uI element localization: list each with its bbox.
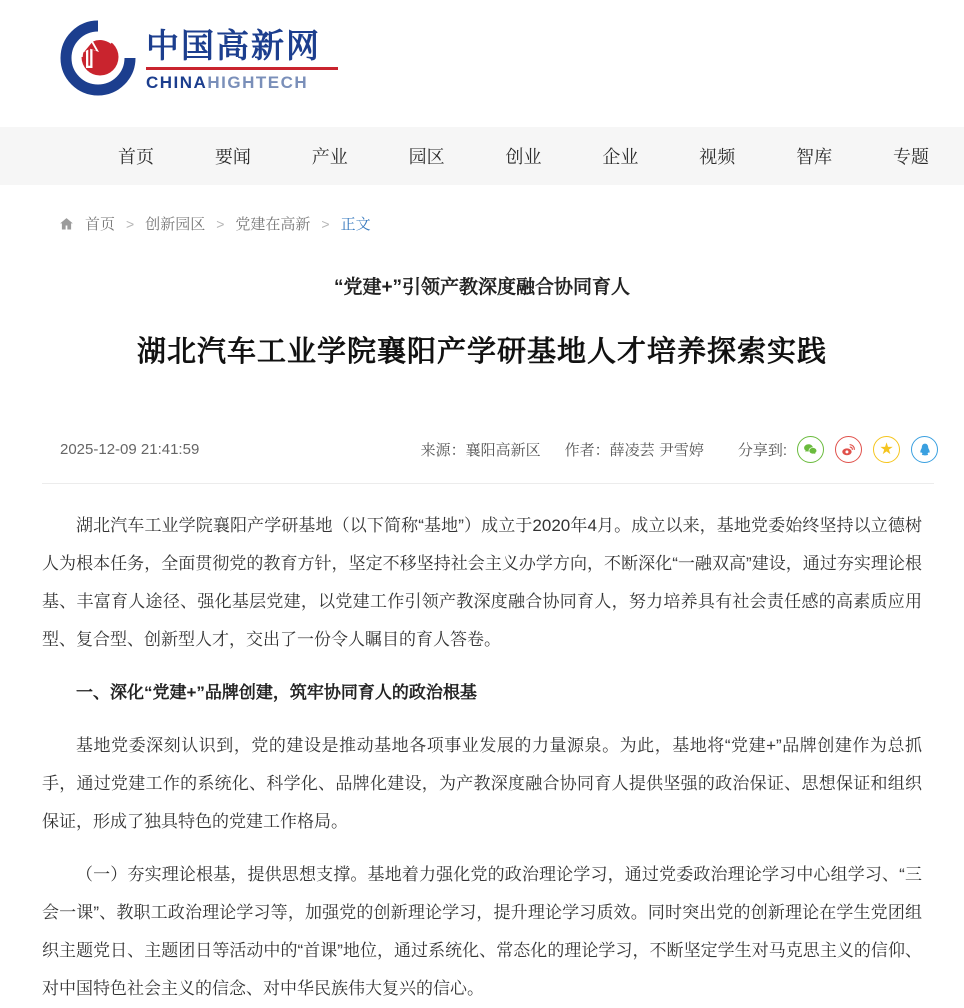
- article: [0, 272, 964, 1008]
- star-icon: ★: [879, 440, 894, 458]
- breadcrumb-innovation-parks[interactable]: 创新园区: [145, 216, 206, 233]
- breadcrumb-current: 正文: [340, 216, 371, 233]
- nav-item-headlines[interactable]: 要闻: [214, 147, 251, 167]
- page-title: 湖北汽车工业学院襄阳产学研基地人才培养探索实践: [136, 336, 827, 368]
- article-paragraph: 湖北汽车工业学院襄阳产学研基地（以下简称“基地”）成立于2020年4月。成立以来，基地党委始终坚持以立德树人为根本任务，全面贯彻党的教育方针，坚定不移坚持社会主义办学方向，不断深化“一融双高”建设，通过夯实理论根基、丰富育人途径、强化基层党建，以党建工作引领产教深度融合协同育人，努力培养具有社会责任感的高素质应用型、复合型、创新型人才，交出了一份令人瞩目的育人答卷。: [42, 516, 922, 649]
- site-logo[interactable]: [0, 0, 321, 101]
- home-icon[interactable]: [58, 216, 75, 232]
- breadcrumb: [58, 213, 964, 234]
- logo-text: [146, 20, 338, 91]
- logo-underline: [146, 67, 338, 70]
- qq-share-icon[interactable]: [911, 436, 938, 463]
- section-heading: 一、深化“党建+”品牌创建，筑牢协同育人的政治根基: [76, 683, 477, 702]
- nav-item-home[interactable]: 首页: [118, 147, 154, 167]
- author-value: 薛凌芸 尹雪婷: [609, 442, 704, 459]
- source-value: 襄阳高新区: [465, 442, 541, 459]
- breadcrumb-separator: >: [321, 215, 330, 232]
- article-subtitle: “党建+”引领产教深度融合协同育人: [333, 277, 631, 298]
- logo-en-bold: CHINA: [146, 73, 208, 92]
- author: [565, 439, 704, 460]
- main-nav: [0, 127, 964, 185]
- author-label: 作者：: [564, 442, 610, 459]
- nav-item-parks[interactable]: 园区: [408, 147, 445, 167]
- publish-date: 2025-12-09 21:41:59: [60, 441, 200, 458]
- nav-item-special-topics[interactable]: 专题: [893, 147, 929, 167]
- article-meta-row: [60, 436, 938, 463]
- breadcrumb-separator: >: [216, 215, 225, 232]
- logo-en-title: [146, 74, 338, 91]
- weibo-share-icon[interactable]: [835, 436, 862, 463]
- qzone-share-icon[interactable]: [873, 436, 900, 463]
- nav-item-video[interactable]: 视频: [699, 147, 736, 167]
- nav-inner: [0, 143, 964, 169]
- article-paragraph: （一）夯实理论根基，提供思想支撑。基地着力强化党的政治理论学习，通过党委政治理论学习中心组学习、“三会一课”、教职工政治理论学习等，加强党的创新理论学习，提升理论学习质效。同时突出党的创新理论在学生党团组织主题党日、主题团日等活动中的“首课”地位，通过系统化、常态化的理论学习，不断坚定学生对马克思主义的信仰、对中国特色社会主义的信念、对中华民族伟大复兴的信心。: [42, 865, 922, 998]
- source-label: 来源：: [420, 442, 466, 459]
- breadcrumb-separator: >: [126, 215, 135, 232]
- logo-cn-title: 中国高新网: [146, 27, 321, 64]
- nav-item-startup[interactable]: 创业: [505, 147, 542, 167]
- source: [421, 439, 541, 460]
- nav-item-thinktank[interactable]: 智库: [796, 147, 833, 167]
- site-header: [0, 0, 964, 127]
- logo-mark-icon: [60, 20, 136, 101]
- article-meta-right: [421, 436, 938, 463]
- article-body: [0, 484, 964, 1008]
- article-paragraph: 基地党委深刻认识到，党的建设是推动基地各项事业发展的力量源泉。为此，基地将“党建+”品牌创建作为总抓手，通过党建工作的系统化、科学化、品牌化建设，为产教深度融合协同育人提供坚强的政治保证、思想保证和组织保证，形成了独具特色的党建工作格局。: [42, 736, 922, 831]
- share-label: 分享到:: [737, 442, 787, 459]
- share-icons: [797, 436, 938, 463]
- nav-item-industry[interactable]: 产业: [311, 147, 348, 167]
- nav-item-enterprise[interactable]: 企业: [602, 147, 639, 167]
- breadcrumb-party-building[interactable]: 党建在高新: [235, 216, 311, 233]
- logo-en-light: HIGHTECH: [207, 73, 309, 92]
- wechat-share-icon[interactable]: [797, 436, 824, 463]
- breadcrumb-home[interactable]: 首页: [85, 216, 116, 233]
